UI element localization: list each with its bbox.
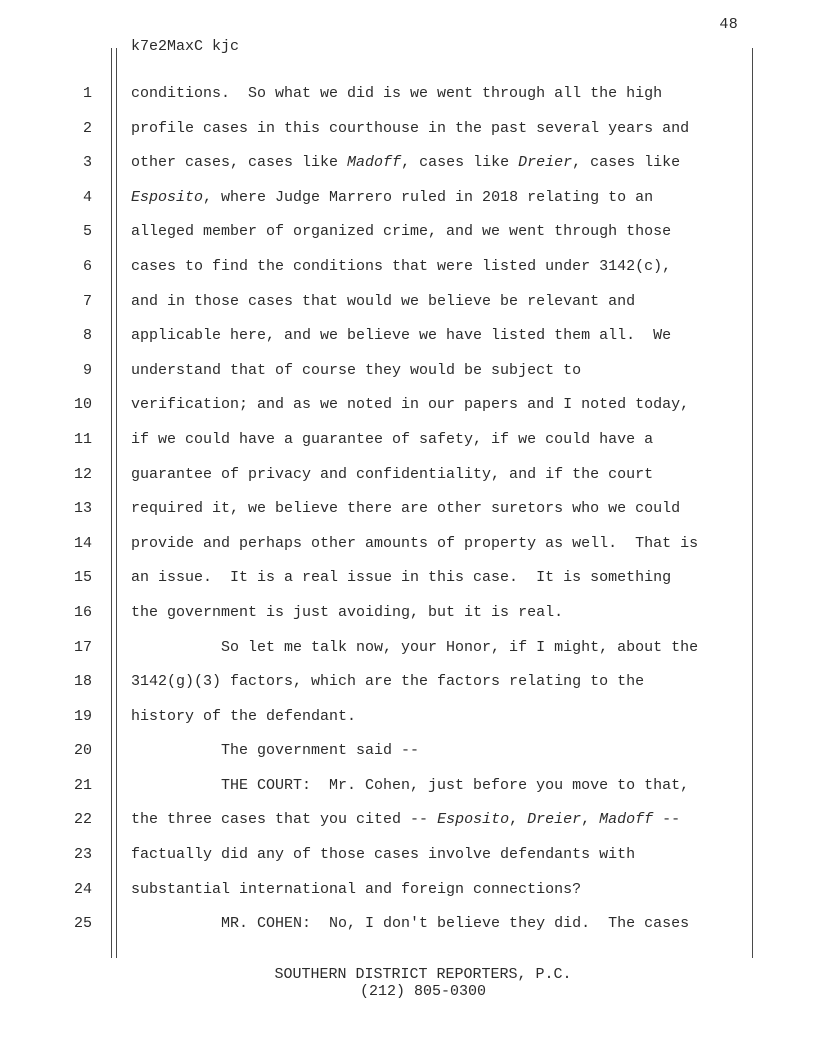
text-segment: the government is just avoiding, but it is real. — [131, 603, 564, 621]
text-segment: factually did any of those cases involve defendants with — [131, 846, 636, 864]
transcript-line — [0, 77, 816, 112]
line-text — [131, 77, 662, 112]
text-segment: guarantee of privacy and confidentiality, and if the court — [131, 465, 654, 483]
transcript-line — [0, 181, 816, 216]
text-segment: profile cases in this courthouse in the past several years and — [131, 119, 690, 137]
text-segment: , cases like — [572, 154, 681, 172]
line-number: 6 — [82, 257, 92, 275]
text-segment: history of the defendant. — [131, 707, 357, 725]
transcript-line — [0, 561, 816, 596]
line-text — [131, 631, 698, 666]
line-text — [131, 769, 689, 804]
text-segment: provide and perhaps other amounts of property as well. That is — [131, 534, 699, 552]
line-number: 18 — [73, 673, 92, 691]
line-text — [131, 354, 581, 389]
text-segment: and in those cases that would we believe be relevant and — [131, 292, 636, 310]
text-segment: , where Judge Marrero ruled in 2018 relating to an — [203, 188, 654, 206]
transcript-line — [0, 665, 816, 700]
footer — [0, 966, 816, 1000]
line-text — [131, 873, 581, 908]
transcript-line — [0, 527, 816, 562]
transcript-line — [0, 354, 816, 389]
line-text — [131, 838, 635, 873]
case-name: Madoff — [599, 811, 654, 829]
line-text — [131, 665, 644, 700]
line-text — [131, 285, 635, 320]
line-text — [131, 215, 671, 250]
transcript-line — [0, 285, 816, 320]
text-segment: 3142(g)(3) factors, which are the factors relating to the — [131, 673, 645, 691]
text-segment: understand that of course they would be subject to — [131, 361, 582, 379]
line-text — [131, 907, 689, 942]
text-segment: -- — [653, 811, 681, 829]
transcript-line — [0, 873, 816, 908]
footer-company: SOUTHERN DISTRICT REPORTERS, P.C. — [274, 966, 572, 983]
transcript-line — [0, 146, 816, 181]
line-text — [131, 596, 563, 631]
line-number: 14 — [73, 534, 92, 552]
text-segment: the three cases that you cited -- — [131, 811, 438, 829]
transcript-line — [0, 803, 816, 838]
transcript-line — [0, 423, 816, 458]
line-number: 23 — [73, 846, 92, 864]
text-segment: , cases like — [401, 154, 519, 172]
line-text — [131, 146, 680, 181]
line-text — [131, 388, 689, 423]
line-number: 12 — [73, 465, 92, 483]
transcript-line — [0, 700, 816, 735]
line-number: 8 — [82, 327, 92, 345]
transcript-line — [0, 734, 816, 769]
line-number: 16 — [73, 603, 92, 621]
line-number: 19 — [73, 707, 92, 725]
transcript-line — [0, 907, 816, 942]
text-segment: alleged member of organized crime, and we went through those — [131, 223, 672, 241]
line-number: 25 — [73, 915, 92, 933]
case-name: Dreier — [518, 154, 573, 172]
line-text — [131, 112, 689, 147]
line-text — [131, 527, 698, 562]
case-name: Dreier — [527, 811, 582, 829]
line-number: 7 — [82, 292, 92, 310]
line-text — [131, 319, 671, 354]
line-text — [131, 250, 671, 285]
transcript-line — [0, 215, 816, 250]
line-number: 3 — [82, 154, 92, 172]
text-segment: THE COURT: Mr. Cohen, just before you move to that, — [131, 776, 690, 794]
text-segment: MR. COHEN: No, I don't believe they did. The cases — [131, 915, 690, 933]
line-text — [131, 458, 653, 493]
line-number: 2 — [82, 119, 92, 137]
transcript-line — [0, 319, 816, 354]
transcript-line — [0, 769, 816, 804]
text-segment: other cases, cases like — [131, 154, 348, 172]
line-text — [131, 803, 680, 838]
line-number: 22 — [73, 811, 92, 829]
case-name: Esposito — [437, 811, 510, 829]
line-number: 10 — [73, 396, 92, 414]
line-number: 13 — [73, 500, 92, 518]
line-number: 1 — [82, 85, 92, 102]
text-segment: The government said -- — [131, 742, 420, 760]
header-code: k7e2MaxC kjc — [131, 38, 240, 55]
text-segment: conditions. So what we did is we went through all the high — [131, 85, 663, 102]
line-number: 9 — [82, 361, 92, 379]
transcript-line — [0, 458, 816, 493]
transcript-line — [0, 838, 816, 873]
line-number: 24 — [73, 880, 92, 898]
transcript-line — [0, 112, 816, 147]
text-segment: cases to find the conditions that were listed under 3142(c), — [131, 257, 672, 275]
line-number: 21 — [73, 776, 92, 794]
footer-phone: (212) 805-0300 — [359, 983, 487, 1000]
line-text — [131, 181, 653, 216]
page-number: 48 — [719, 16, 738, 33]
transcript-body — [0, 77, 816, 942]
line-number: 15 — [73, 569, 92, 587]
transcript-line — [0, 492, 816, 527]
line-number: 20 — [73, 742, 92, 760]
line-number: 4 — [82, 188, 92, 206]
transcript-line — [0, 250, 816, 285]
line-text — [131, 700, 356, 735]
text-segment: substantial international and foreign connections? — [131, 880, 582, 898]
text-segment: applicable here, and we believe we have listed them all. We — [131, 327, 672, 345]
case-name: Esposito — [131, 188, 204, 206]
case-name: Madoff — [347, 154, 402, 172]
line-text — [131, 561, 671, 596]
text-segment: an issue. It is a real issue in this case. It is something — [131, 569, 672, 587]
line-number: 17 — [73, 638, 92, 656]
text-segment: , — [509, 811, 528, 829]
transcript-line — [0, 631, 816, 666]
text-segment: verification; and as we noted in our papers and I noted today, — [131, 396, 690, 414]
line-text — [131, 734, 419, 769]
transcript-line — [0, 388, 816, 423]
text-segment: So let me talk now, your Honor, if I might, about the — [131, 638, 699, 656]
text-segment: required it, we believe there are other suretors who we could — [131, 500, 681, 518]
line-text — [131, 492, 680, 527]
transcript-line — [0, 596, 816, 631]
text-segment: , — [581, 811, 600, 829]
line-number: 5 — [82, 223, 92, 241]
line-text — [131, 423, 653, 458]
text-segment: if we could have a guarantee of safety, if we could have a — [131, 430, 654, 448]
line-number: 11 — [73, 430, 92, 448]
